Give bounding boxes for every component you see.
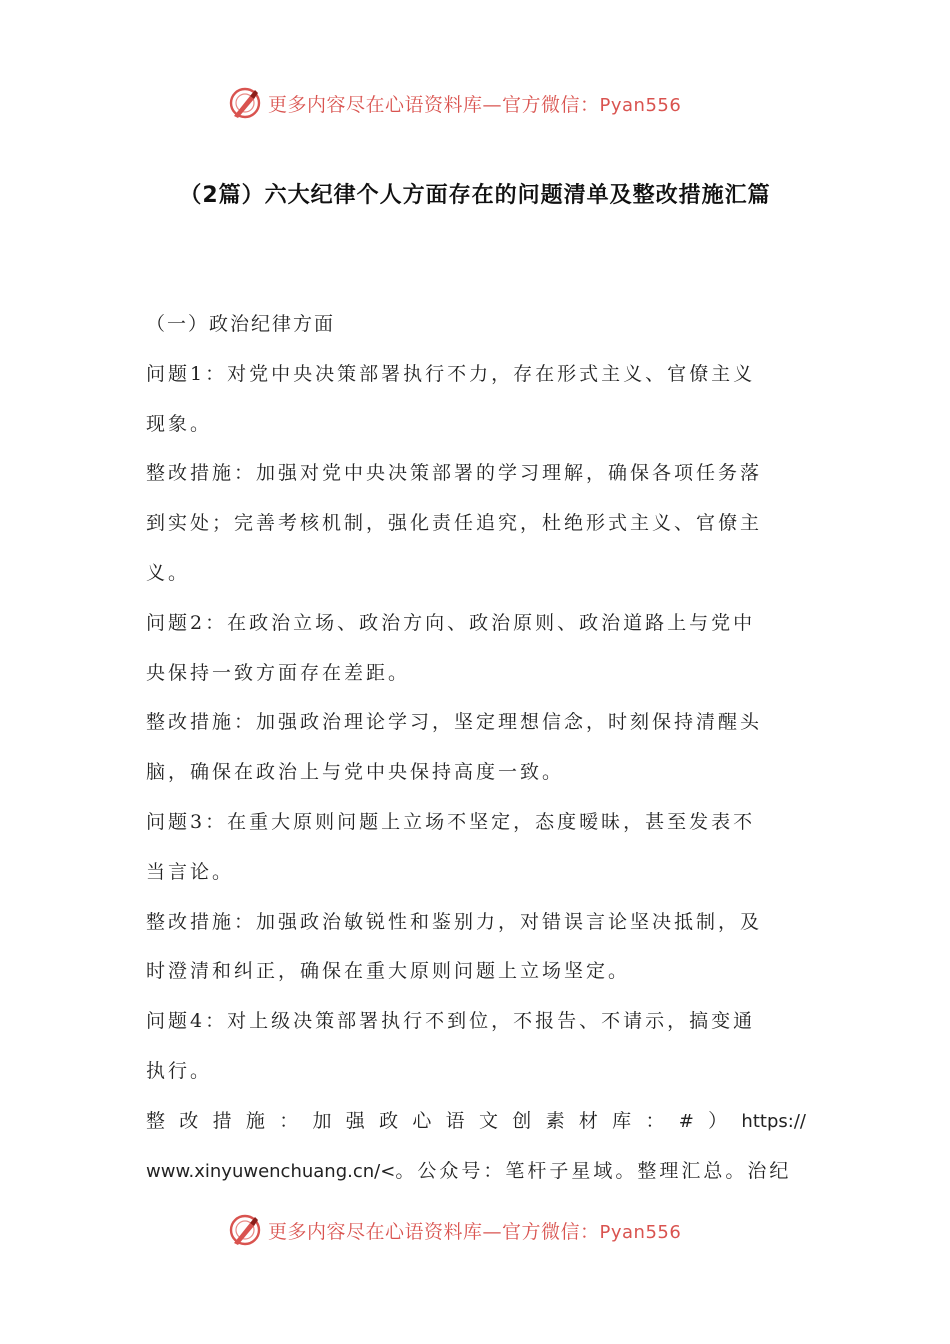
paragraph-line — [146, 1147, 806, 1197]
document-title: （2篇）六大纪律个人方面存在的问题清单及整改措施汇篇 — [179, 183, 771, 208]
spread-url-start: https:// — [741, 1110, 806, 1132]
spread-char: ） — [708, 1109, 728, 1132]
footer-banner — [228, 1212, 681, 1248]
section-heading: （一）政治纪律方面 — [146, 313, 336, 335]
banner-wechat-id: Pyan556 — [599, 1221, 682, 1243]
spread-char: 措 — [212, 1109, 232, 1132]
pen-circle-logo-icon — [228, 86, 262, 120]
spread-char: 库 — [612, 1109, 632, 1132]
paragraph-line: 问题3：在重大原则问题上立场不坚定，态度暧昧，甚至发表不 — [146, 810, 756, 833]
spread-char: 政 — [379, 1109, 399, 1132]
spread-char: ： — [645, 1109, 665, 1132]
paragraph-line: 问题2：在政治立场、政治方向、政治原则、政治道路上与党中 — [146, 611, 756, 634]
spread-char: 素 — [545, 1109, 565, 1132]
paragraph-line: 执行。 — [146, 1059, 213, 1082]
spread-char: 改 — [179, 1109, 199, 1132]
paragraph-line: 央保持一致方面存在差距。 — [146, 661, 411, 684]
paragraph-line: 问题1：对党中央决策部署执行不力，存在形式主义、官僚主义 — [146, 362, 756, 385]
spread-char: 创 — [512, 1109, 532, 1132]
banner-wechat-id: Pyan556 — [599, 94, 682, 116]
spread-char: 语 — [445, 1109, 465, 1132]
header-banner — [228, 85, 681, 121]
paragraph-text: 。公众号：笔杆子星域。整理汇总。治纪 — [395, 1159, 792, 1182]
spread-char: 整 — [146, 1109, 166, 1132]
website-url: www.xinyuwenchuang.cn/< — [146, 1160, 396, 1182]
paragraph-line: 当言论。 — [146, 860, 235, 883]
pen-circle-logo-icon — [228, 1213, 262, 1247]
spread-char: 强 — [345, 1109, 365, 1132]
spread-char: # — [678, 1110, 694, 1132]
spread-char: 施 — [245, 1109, 265, 1132]
paragraph-line: 整改措施：加强政治理论学习，坚定理想信念，时刻保持清醒头 — [146, 711, 763, 734]
spread-char: 材 — [578, 1109, 598, 1132]
banner-text: 更多内容尽在心语资料库—官方微信：Pyan556 — [268, 1220, 682, 1243]
spread-char: 文 — [478, 1109, 498, 1132]
paragraph-line: 脑，确保在政治上与党中央保持高度一致。 — [146, 761, 565, 784]
spread-line — [146, 1097, 806, 1147]
paragraph-line: 整改措施：加强政治敏锐性和鉴别力，对错误言论坚决抵制，及 — [146, 910, 763, 933]
spread-char: 心 — [412, 1109, 432, 1132]
document-body — [146, 300, 806, 1196]
banner-text: 更多内容尽在心语资料库—官方微信：Pyan556 — [268, 93, 682, 116]
paragraph-line: 到实处；完善考核机制，强化责任追究，杜绝形式主义、官僚主 — [146, 512, 763, 535]
paragraph-line: 整改措施：加强对党中央决策部署的学习理解，确保各项任务落 — [146, 462, 763, 485]
spread-char: 加 — [312, 1109, 332, 1132]
paragraph-line: 义。 — [146, 561, 191, 584]
paragraph-line: 现象。 — [146, 412, 213, 435]
paragraph-line: 时澄清和纠正，确保在重大原则问题上立场坚定。 — [146, 960, 631, 983]
spread-char: ： — [279, 1109, 299, 1132]
paragraph-line: 问题4：对上级决策部署执行不到位，不报告、不请示，搞变通 — [146, 1010, 756, 1033]
